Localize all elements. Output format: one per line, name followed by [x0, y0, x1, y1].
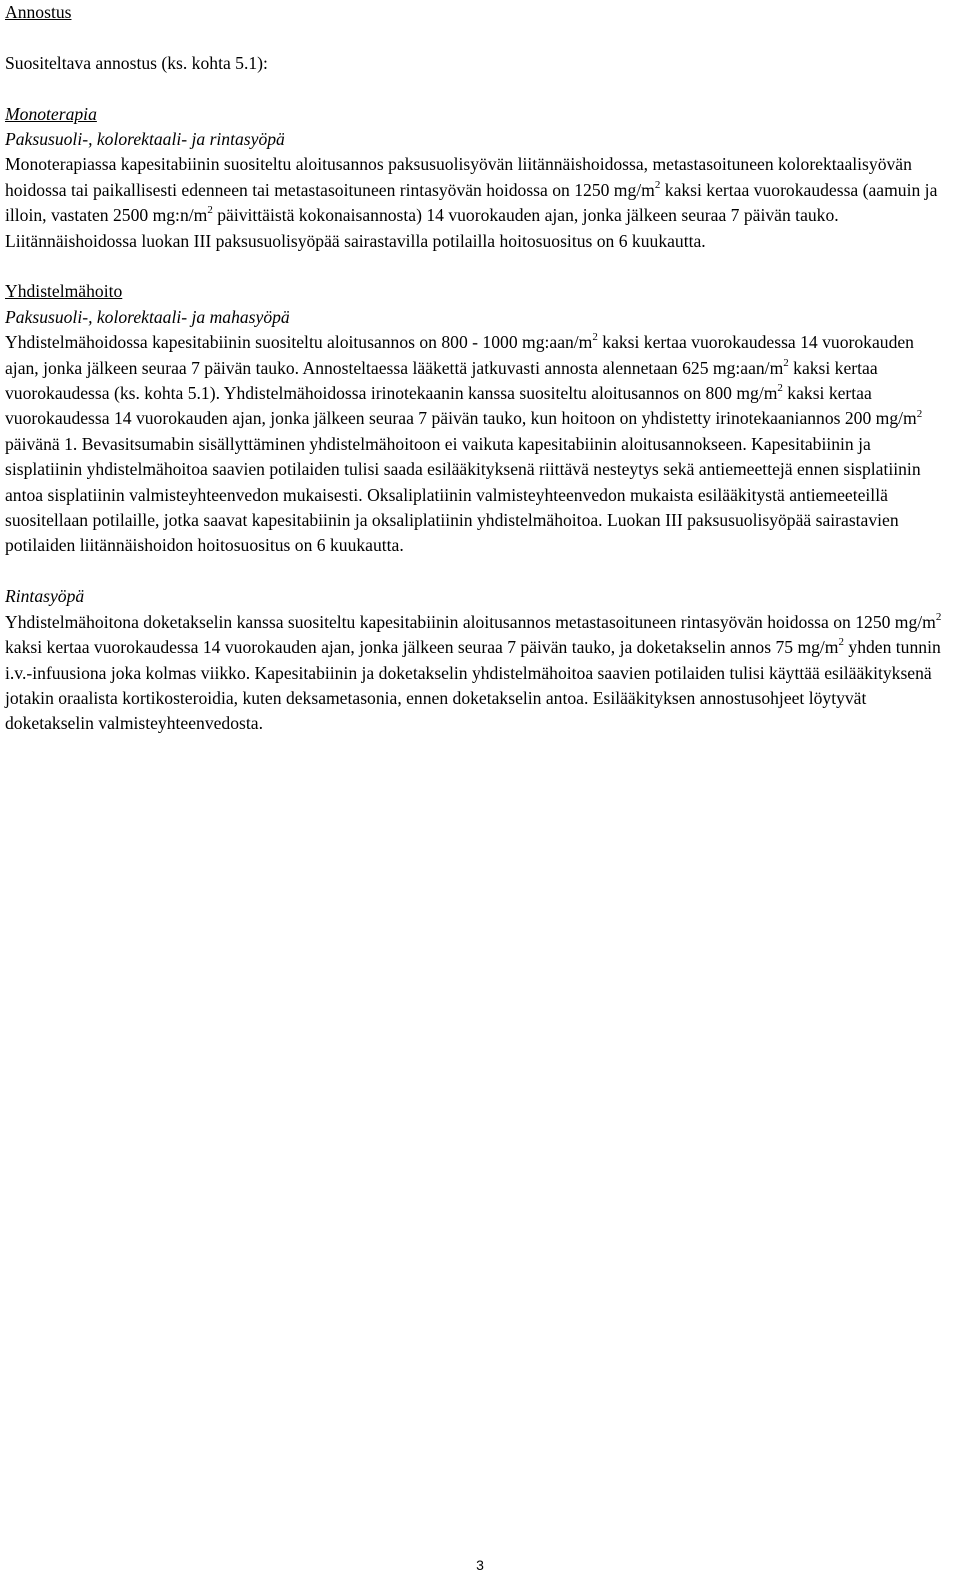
- text-run: Monoterapiassa kapesitabiinin suositeltu aloitusannos paksusuolisyövän liitännäishoidossa, metastasoituneen kolorektaalisyövän hoidossa tai paikallisesti edenneen tai metastasoituneen rintasyövän hoidossa on 1250 mg/m: [5, 154, 912, 200]
- superscript: 2: [916, 407, 923, 420]
- document-page: [5, 0, 950, 737]
- text-run: päivittäistä kokonaisannosta) 14 vuorokauden ajan, jonka jälkeen seuraa 7 päivän tauko. Liitännäishoidossa luokan III paksusuolisyöpää sairastavilla potilailla hoitosuositus on 6 kuukautta.: [5, 205, 839, 251]
- combination-paragraph: [5, 330, 950, 559]
- monotherapy-heading: Monoterapia: [5, 103, 97, 124]
- text-run: kaksi kertaa vuorokaudessa 14 vuorokauden ajan, jonka jälkeen seuraa 7 päivän tauko. Annosteltaessa lääkettä jatkuvasti annosta alennetaan 625 mg:aan/m: [5, 332, 914, 378]
- spacer: [5, 254, 950, 279]
- superscript: 2: [777, 382, 783, 395]
- text-run: päivänä 1. Bevasitsumabin sisällyttäminen yhdistelmähoitoon ei vaikuta kapesitabiinin aloitusannokseen. Kapesitabiinin ja sisplatiinin yhdistelmähoitoa saavien potilaiden tulisi saada esilääkityksenä riittävä nesteytys sekä antiemeettejä ennen sisplatiinin antoa sisplatiinin valmisteyhteenvedon mukaisesti. Oksaliplatiinin valmisteyhteenvedon mukaista esilääkitystä antiemeeteillä suositellaan potilaille, jotka saavat kapesitabiinin ja oksaliplatiinin yhdistelmähoitoa. Luokan III paksusuolisyöpää sairastavien potilaiden liitännäishoidon hoitosuositus on 6 kuukautta.: [5, 433, 921, 556]
- breast-cancer-paragraph: [5, 610, 950, 737]
- superscript: 2: [592, 331, 598, 344]
- superscript: 2: [654, 178, 661, 191]
- breast-cancer-heading: Rintasyöpä: [5, 586, 85, 607]
- text-run: kaksi kertaa vuorokaudessa 14 vuorokauden ajan, jonka jälkeen seuraa 7 päivän tauko, ja doketakselin annos 75 mg/m: [5, 637, 839, 658]
- spacer: [5, 559, 950, 584]
- text-run: yhden tunnin i.v.-infuusiona joka kolmas viikko. Kapesitabiinin ja doketakselin yhdistelmähoitoa saavien potilaiden tulisi käyttää esilääkityksenä jotakin oraalista kortikosteroidia, kuten deksametasonia, ennen doketakselin antoa. Esilääkityksen annostusohjeet löytyvät doketakselin valmisteyhteenvedosta.: [5, 637, 941, 734]
- combination-heading: Yhdistelmähoito: [5, 281, 123, 302]
- spacer: [5, 25, 950, 50]
- intro-text: Suositeltava annostus (ks. kohta 5.1):: [5, 52, 268, 73]
- text-run: Yhdistelmähoidossa kapesitabiinin suositeltu aloitusannos on 800 - 1000 mg:aan/m: [5, 332, 593, 353]
- monotherapy-paragraph: [5, 152, 950, 254]
- spacer: [5, 76, 950, 101]
- superscript: 2: [838, 636, 844, 649]
- superscript: 2: [207, 204, 213, 217]
- text-run: kaksi kertaa vuorokaudessa (ks. kohta 5.1). Yhdistelmähoidossa irinotekaanin kanssa suositeltu aloitusannos on 800 mg/m: [5, 357, 878, 404]
- section-title: Annostus: [5, 2, 72, 22]
- text-run: kaksi kertaa vuorokaudessa 14 vuorokauden ajan, jonka jälkeen seuraa 7 päivän tauko, kun hoitoon on yhdistetty irinotekaaniannos 200 mg/m: [5, 383, 917, 429]
- combination-subheading: Paksusuoli-, kolorektaali- ja mahasyöpä: [5, 306, 290, 327]
- superscript: 2: [783, 356, 789, 369]
- text-run: Yhdistelmähoitona doketakselin kanssa suositeltu kapesitabiinin aloitusannos metastasoituneen rintasyövän hoidossa on 1250 mg/m: [5, 611, 936, 632]
- text-run: kaksi kertaa vuorokaudessa (aamuin ja illoin, vastaten 2500 mg:n/m: [5, 179, 938, 226]
- monotherapy-subheading: Paksusuoli-, kolorektaali- ja rintasyöpä: [5, 129, 285, 149]
- superscript: 2: [935, 610, 942, 623]
- page-number: 3: [476, 1557, 484, 1573]
